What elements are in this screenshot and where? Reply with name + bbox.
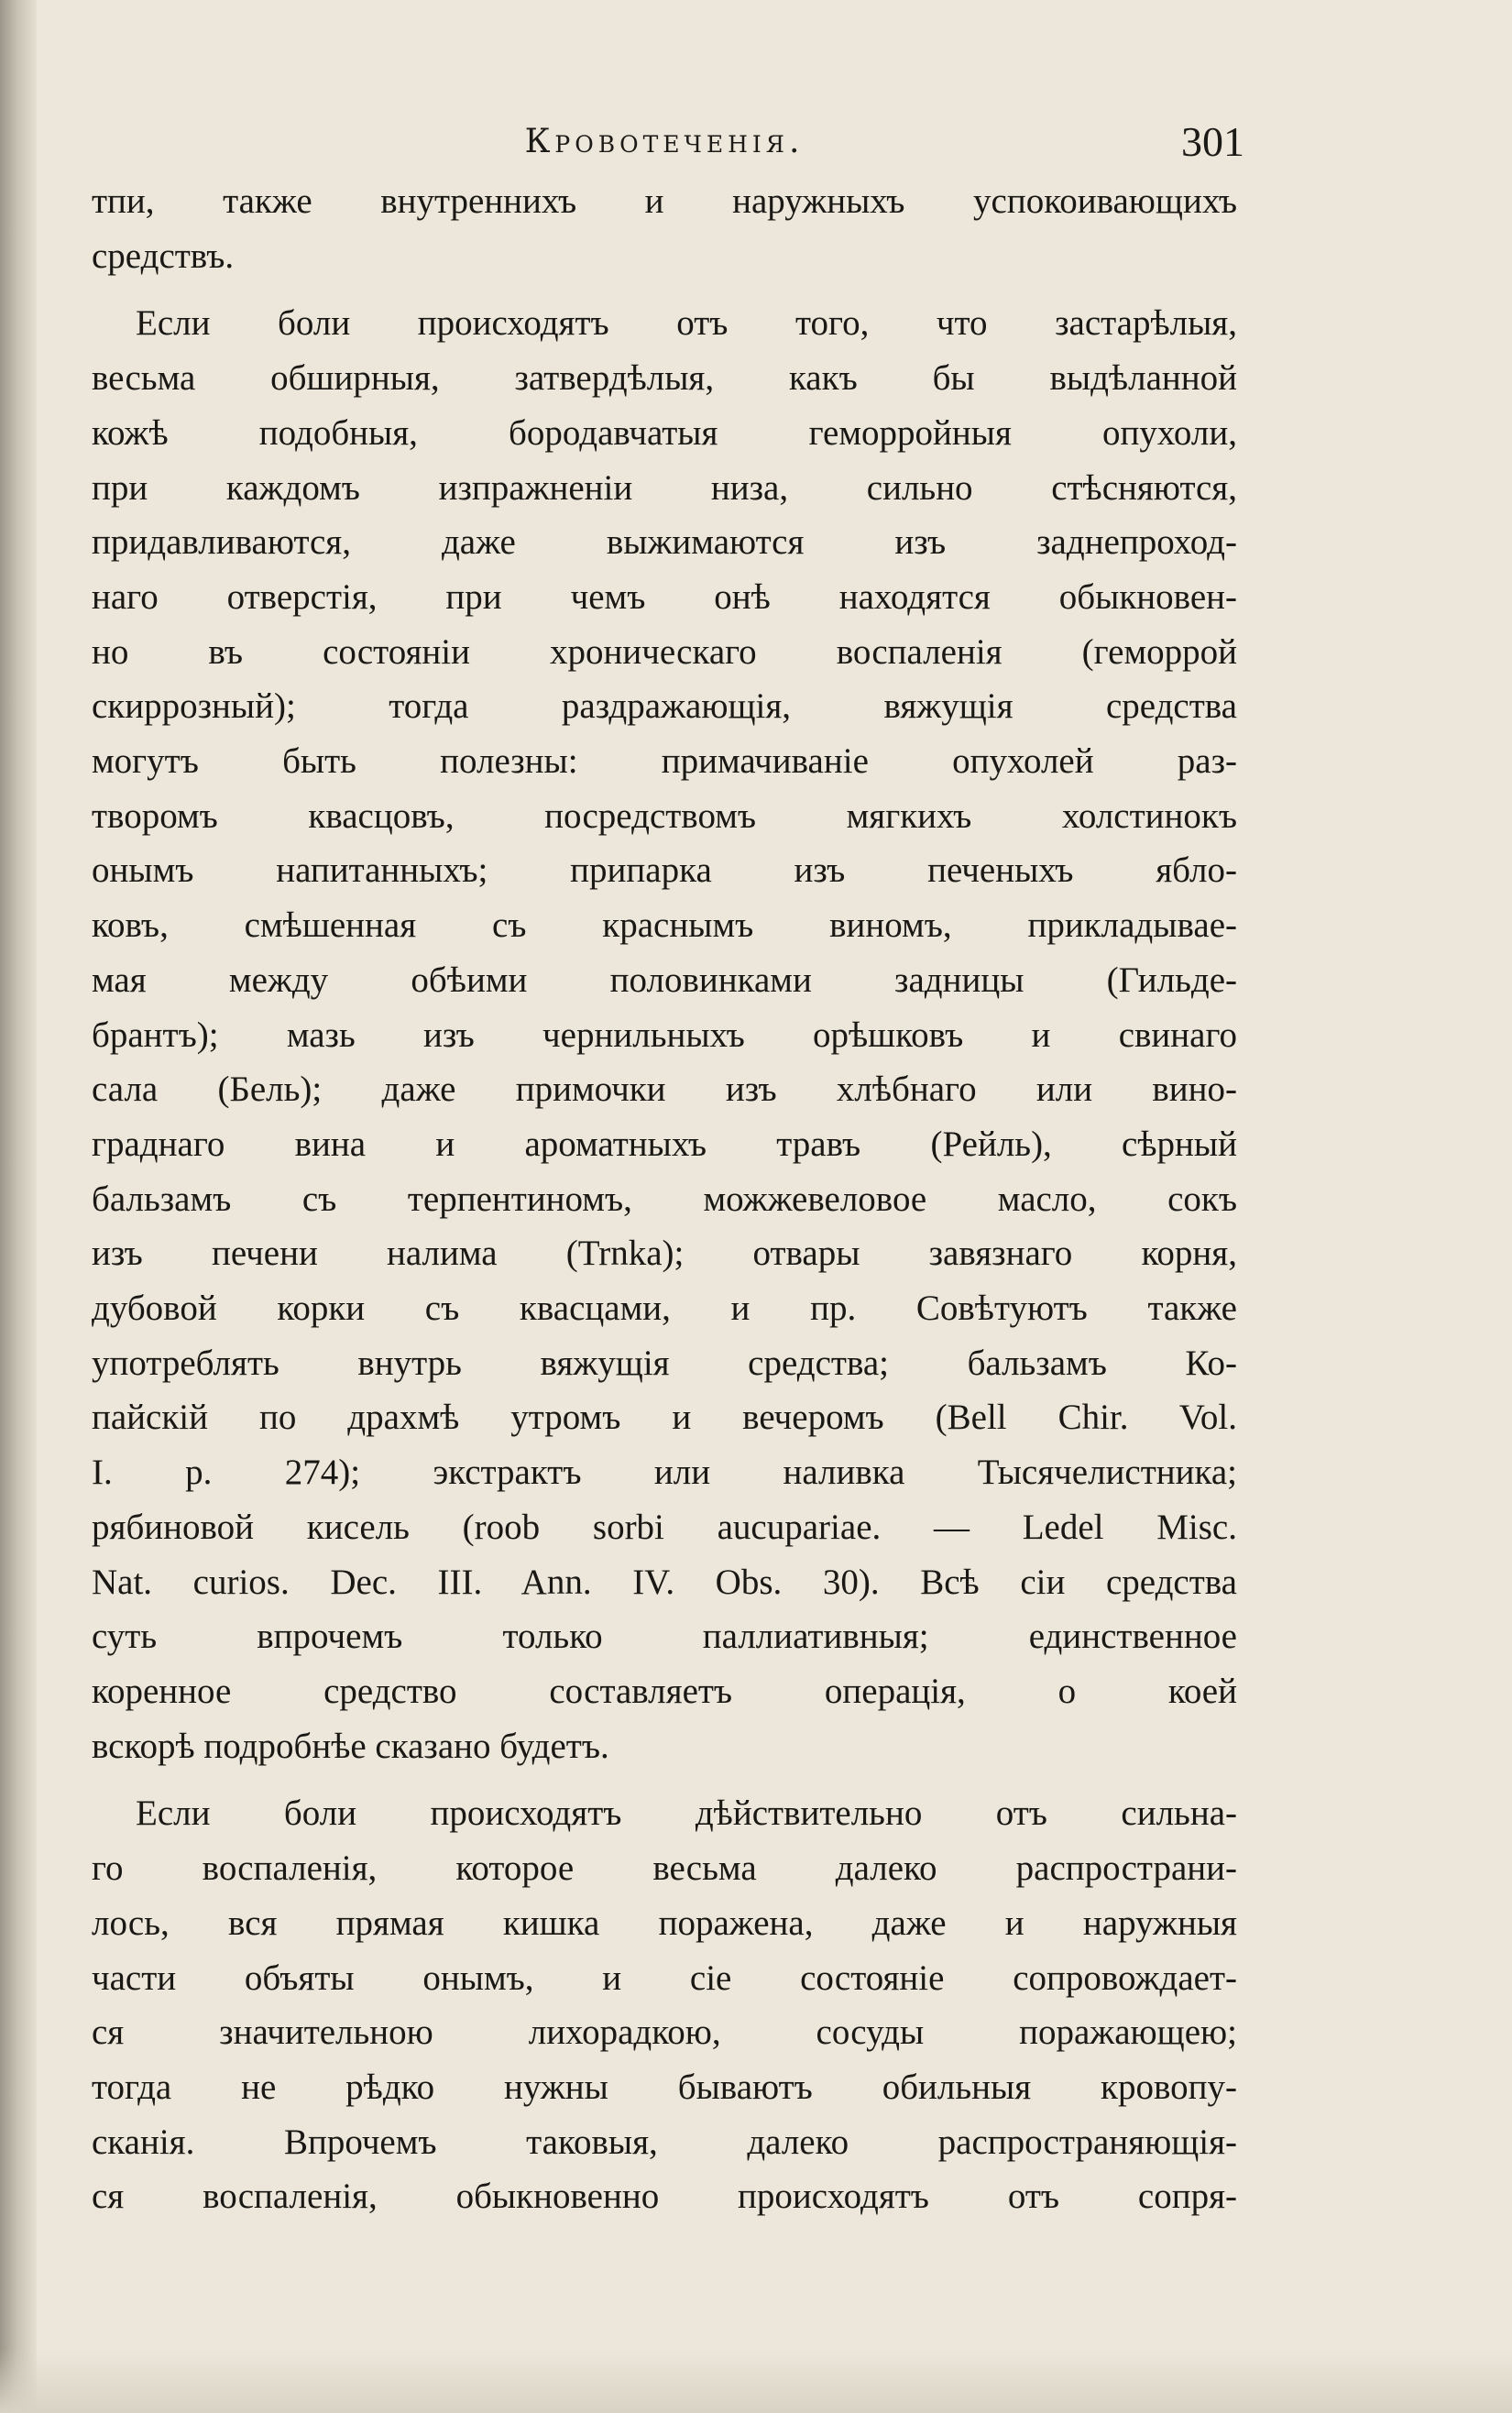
text-line: ся значительною лихорадкою, сосуды поражающею; [92, 2013, 1237, 2053]
text-line: рябиновой кисель (roob sorbi aucupariae. — Ledel Misc. [92, 1507, 1237, 1547]
page-bottom-shadow [0, 2349, 1512, 2413]
text-line: суть впрочемъ только паллиативныя; единственное [92, 1617, 1237, 1657]
text-line: дубовой корки съ квасцами, и пр. Совѣтуютъ также [92, 1289, 1237, 1329]
text-line: пайскій по драхмѣ утромъ и вечеромъ (Bell Chir. Vol. [92, 1398, 1237, 1438]
text-line: Если боли происходятъ отъ того, что застарѣлыя, [136, 303, 1237, 344]
text-line: но въ состояніи хроническаго воспаленія (геморрой [92, 631, 1237, 672]
text-line: ся воспаленія, обыкновенно происходятъ отъ сопря- [92, 2177, 1237, 2217]
text-line: брантъ); мазь изъ чернильныхъ орѣшковъ и свинаго [92, 1015, 1237, 1055]
text-line: весьма обширныя, затвердѣлыя, какъ бы выдѣланной [92, 358, 1237, 399]
running-title: Кровотеченія. [524, 123, 805, 160]
text-line: тогда не рѣдко нужны бываютъ обильныя кровопу- [92, 2067, 1237, 2107]
text-line: ковъ, смѣшенная съ краснымъ виномъ, прикладывае- [92, 905, 1237, 946]
text-line: Nat. curios. Dec. III. Ann. IV. Obs. 30). Всѣ сіи средства [92, 1562, 1237, 1602]
text-line: сканія. Впрочемъ таковыя, далеко распространяющія- [92, 2122, 1237, 2162]
text-line: кожѣ подобныя, бородавчатыя геморройныя опухоли, [92, 412, 1237, 453]
text-line: I. p. 274); экстрактъ или наливка Тысячелистника; [92, 1453, 1237, 1493]
text-line: употреблять внутрь вяжущія средства; бальзамъ Ко- [92, 1343, 1237, 1383]
text-line: при каждомъ изпражненіи низа, сильно стѣсняются, [92, 467, 1237, 508]
paragraph-2 [92, 296, 1237, 1773]
page-header [92, 117, 1244, 172]
text-line: изъ печени налима (Trnka); отвары завязнаго корня, [92, 1234, 1237, 1274]
text-line: части объяты онымъ, и сіе состояніе сопровождает- [92, 1958, 1237, 1998]
page-number: 301 [1181, 118, 1244, 165]
paragraph-3 [92, 1786, 1237, 2224]
text-line: придавливаются, даже выжимаются изъ заднепроход- [92, 522, 1237, 563]
page-spine-shadow [0, 0, 37, 2413]
text-line: вскорѣ подробнѣе сказано будетъ. [92, 1726, 609, 1766]
body-text [92, 174, 1237, 2224]
text-line: средствъ. [92, 236, 235, 276]
text-line: мая между обѣими половинками задницы (Гильде- [92, 960, 1237, 1000]
text-line: лось, вся прямая кишка поражена, даже и наружныя [92, 1903, 1237, 1943]
paragraph-1 [92, 174, 1237, 283]
text-line: могутъ быть полезны: примачиваніе опухолей раз- [92, 741, 1237, 782]
text-line: граднаго вина и ароматныхъ травъ (Рейль), сѣрный [92, 1124, 1237, 1164]
text-line: Если боли происходятъ дѣйствительно отъ сильна- [136, 1793, 1237, 1834]
text-line: бальзамъ съ терпентиномъ, можжевеловое масло, сокъ [92, 1179, 1237, 1219]
text-line: онымъ напитанныхъ; припарка изъ печеныхъ ябло- [92, 850, 1237, 891]
text-line: коренное средство составляетъ операція, о коей [92, 1671, 1237, 1711]
text-line: тпи, также внутреннихъ и наружныхъ успокоивающихъ [92, 181, 1237, 221]
text-line: скиррозный); тогда раздражающія, вяжущія средства [92, 686, 1237, 727]
text-line: го воспаленія, которое весьма далеко распространи- [92, 1848, 1237, 1889]
text-line: творомъ квасцовъ, посредствомъ мягкихъ холстинокъ [92, 795, 1237, 836]
text-line: сала (Бель); даже примочки изъ хлѣбнаго или вино- [92, 1069, 1237, 1110]
text-line: наго отверстія, при чемъ онѣ находятся обыкновен- [92, 576, 1237, 617]
